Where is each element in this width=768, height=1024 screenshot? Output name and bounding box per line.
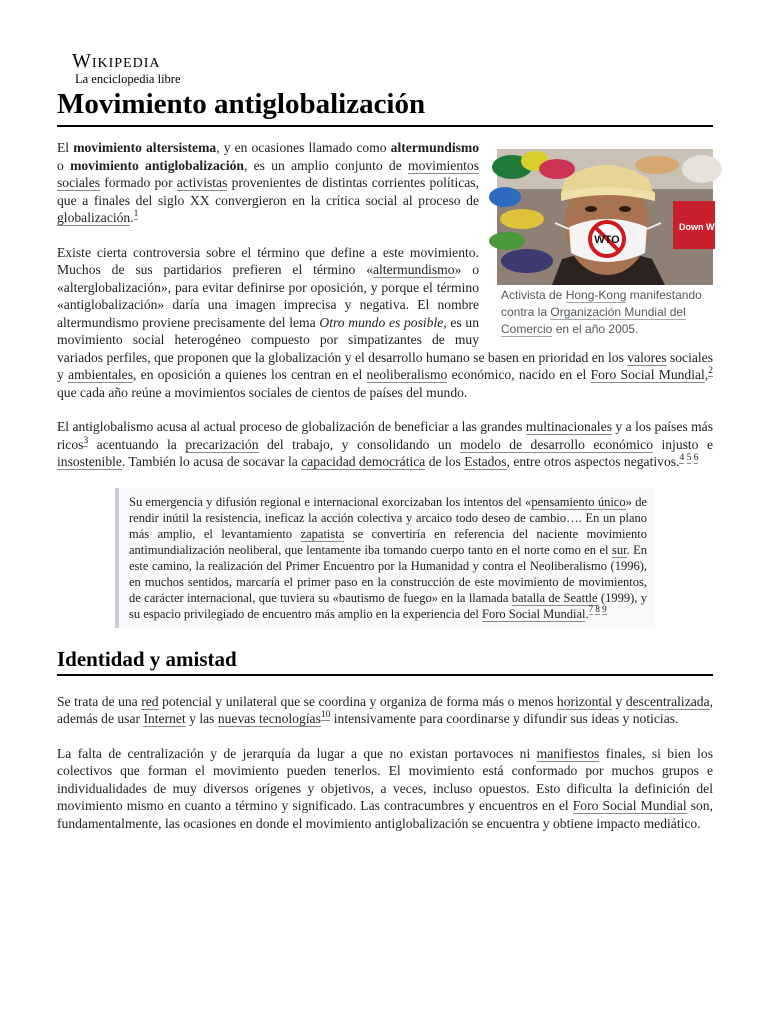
link-multinacionales[interactable]: multinacionales (525, 419, 612, 434)
link-internet[interactable]: Internet (143, 711, 186, 726)
link-altermundismo[interactable]: altermundismo (373, 262, 455, 277)
reference-10[interactable]: 10 (320, 710, 331, 721)
paragraph-network: Se trata de una red potencial y unilateral que se coordina y organiza de forma más o menos horizontal y descentralizada, además de usar Internet y las nuevas tecnologías$^{10}$ intensivamente para coordinarse y difundir sus ideas y noticias. (57, 693, 714, 726)
banner-text: Down WTO (679, 222, 727, 232)
link-descentralizada[interactable]: descentralizada (625, 693, 710, 709)
link-foro-social-mundial-quote[interactable]: Foro Social Mundial (482, 606, 586, 621)
reference-5[interactable]: 5 (686, 453, 692, 464)
link-neoliberalismo[interactable]: neoliberalismo (366, 367, 448, 382)
logo-tagline: La enciclopedia libre (75, 72, 181, 86)
link-globalizacion[interactable]: globalización (57, 210, 131, 225)
reference-9[interactable]: 9 (602, 604, 607, 615)
paragraph-intro: El movimiento altersistema, y en ocasiones llamado como altermundismo o movimiento antiglobalización, es un amplio conjunto de movimientos sociales formado por activistas provenientes de distintas corrientes políticas, que a finales del siglo XX convergieron en la crítica social al proceso de globalización.$^1$ (57, 140, 479, 225)
link-organizacion-mundial-del-comercio[interactable]: Organización Mundial del Comercio (501, 305, 686, 336)
link-nuevas-tecnologias[interactable]: nuevas tecnologías (217, 711, 321, 726)
protest-photo[interactable] (497, 149, 727, 285)
link-zapatista[interactable]: zapatista (300, 526, 345, 541)
link-estados[interactable]: Estados (464, 454, 507, 469)
reference-7[interactable]: 7 (588, 604, 594, 615)
blockquote: Su emergencia y difusión regional e internacional exorcizaban los intentos del «pensamiento único» de rendir inútil la resistencia, ineficaz la acción colectiva y arcaico todo deseo de cambio…. En un plano más amplio, el levantamiento zapatista se convertiría en referencia del naciente movimiento antimundialización neoliberal, que lentamente iba tomando cuerpo tanto en el norte como en el sur. En este camino, la realización del Primer Encuentro por la Humanidad y contra el Neoliberalismo (1996), en muchos sentidos, marcaría el primer paso en la construcción de este movimiento de movimientos, de carácter internacional, que tuviera su «bautismo de fuego» en la llamada batalla de Seattle (1999), y su espacio privilegiado de encuentro más amplio en la experiencia del Foro Social Mundial.$^{7 8 9}$ (115, 488, 655, 628)
reference-8[interactable]: 8 (595, 604, 600, 615)
link-foro-social-mundial[interactable]: Foro Social Mundial (590, 367, 705, 382)
reference-3[interactable]: 3 (83, 435, 89, 446)
link-precarizacion[interactable]: precarización (185, 436, 259, 452)
reference-1[interactable]: 1 (133, 209, 139, 220)
link-insostenible[interactable]: insostenible (57, 454, 122, 469)
link-movimientos-sociales[interactable]: movimientos sociales (57, 157, 479, 190)
link-hong-kong[interactable]: Hong-Kong (565, 288, 627, 302)
logo-wordmark: Wikipedia (72, 50, 161, 72)
wikipedia-logo[interactable] (72, 50, 202, 86)
link-capacidad-democratica[interactable]: capacidad democrática (301, 454, 426, 469)
link-manifiestos[interactable]: manifiestos (536, 745, 600, 761)
section-heading-identidad: Identidad y amistad (57, 646, 713, 676)
link-horizontal[interactable]: horizontal (556, 693, 613, 709)
link-batalla-de-seattle[interactable]: batalla de Seattle (511, 590, 598, 605)
reference-4[interactable]: 4 (679, 453, 685, 464)
reference-6[interactable]: 6 (693, 453, 699, 464)
link-sur[interactable]: sur (611, 542, 627, 557)
link-foro-social-mundial-2[interactable]: Foro Social Mundial (572, 798, 687, 813)
link-ambientales[interactable]: ambientales (68, 367, 133, 382)
link-pensamiento-unico[interactable]: pensamiento único (531, 494, 626, 509)
paragraph-criticism: El antiglobalismo acusa al actual proceso de globalización de beneficiar a las grandes multinacionales y a los países más ricos$^3$ acentuando la precarización del trabajo, y consolidando un modelo de desarrollo económico injusto e insostenible. También lo acusa de socavar la capacidad democrática de los Estados, entre otros aspectos negativos.$^{4 5 6}$ (57, 419, 713, 469)
protest-photo-illustration (497, 149, 727, 285)
link-red[interactable]: red (141, 693, 159, 709)
wto-sign-text: WTO (594, 234, 620, 246)
reference-2[interactable]: 2 (708, 366, 713, 377)
article-body (57, 139, 727, 849)
paragraph-terminology: Existe cierta controversia sobre el término que define a este movimiento. Muchos de sus partidarios prefieren el término «altermundismo» o «alterglobalización», para evitar definirse por oposición, y porque el término «antiglobalización» daría una imagen imprecisa y negativa. El nombre altermundismo proviene precisamente del lema Otro mundo es posible, es un movimiento social heterogéneo compuesto por simpatizantes de muy variados perfiles, que proponen que la globalización y el desarrollo humano se basen en prioridad en los valores sociales y ambientales, en oposición a quienes los centran en el neoliberalismo económico, nacido en el Foro Social Mundial,$^2$ que cada año reúne a movimientos sociales de cientos de países del mundo. (57, 244, 713, 400)
paragraph-decentralization: La falta de centralización y de jerarquía da lugar a que no existan portavoces ni manifiestos finales, si bien los colectivos que forman el movimiento pueden tenerlos. El movimiento está conformado por muchos grupos e individualidades de muy diversos orígenes y objetivos, a veces, incluso opuestos. Esto dificulta la definición del movimiento mismo en cuanto a término y significado. Las contracumbres y encuentros en el Foro Social Mundial son, fundamentalmente, las ocasiones en donde el movimiento antiglobalización se encuentra y obtiene impacto mediático. (57, 745, 714, 831)
infobox-thumbnail (497, 149, 727, 338)
link-activistas[interactable]: activistas (176, 175, 228, 190)
link-modelo-de-desarrollo-economico[interactable]: modelo de desarrollo económico (459, 436, 653, 452)
link-valores[interactable]: valores (627, 349, 667, 365)
page-title: Movimiento antiglobalización (57, 86, 713, 127)
image-caption: Activista de Hong-Kong manifestando contra la Organización Mundial del Comercio en el año 2005. (501, 288, 702, 336)
